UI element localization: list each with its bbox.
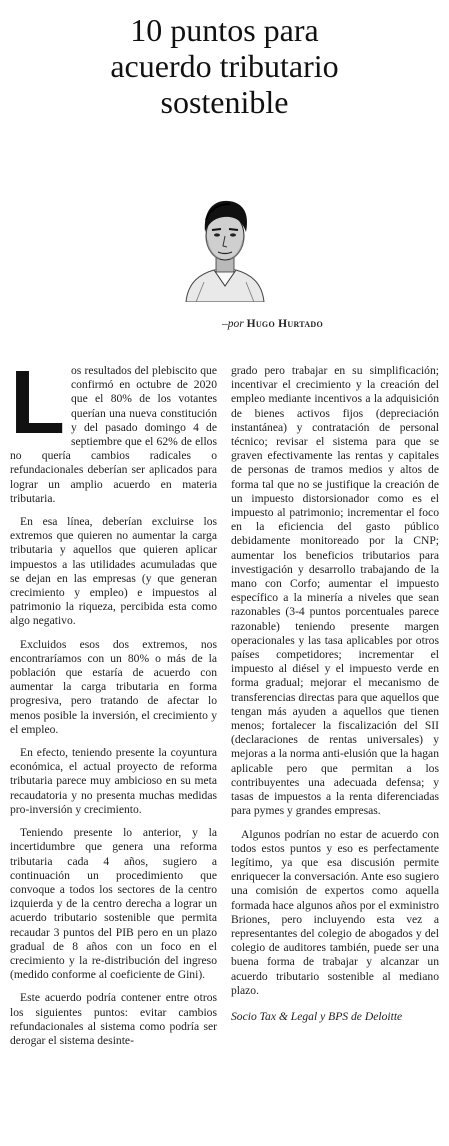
- paragraph-6-start: Este acuerdo podría contener entre otros los siguientes puntos: evitar cambios refundacionales al sistema como podría ser derogar el sistema desinte-: [10, 991, 217, 1047]
- byline-prefix: –por: [222, 318, 247, 330]
- paragraph-4: En efecto, teniendo presente la coyuntura económica, el actual proyecto de reforma tributaria parece muy ambicioso en su meta recaudatoria y no presenta muchas medidas pro-inversión y crecimiento.: [10, 746, 217, 816]
- author-signature: Socio Tax & Legal y BPS de Deloitte: [231, 1009, 403, 1023]
- headline-line-2: acuerdo tributario: [110, 48, 339, 84]
- article-byline: [0, 318, 323, 330]
- paragraph-1-text: os resultados del plebiscito que confirmó en octubre de 2020 que el 80% de los votantes querían una nueva constitución y del pasado domingo 4 de septiembre que el 62% de ellos no quería cambios radicales o refundacionales deberían ser aplicados para lograr un amplio acuerdo en materia tributaria.: [10, 364, 217, 505]
- headline-line-3: sostenible: [160, 84, 289, 120]
- article-headline: [0, 12, 449, 120]
- author-name: Hugo Hurtado: [246, 318, 323, 330]
- paragraph-3: Excluidos esos dos extremos, nos encontraríamos con un 80% o más de la población que estaría de acuerdo con aumentar la carga tributaria en forma progresiva, pero tratando de afectar lo menos posible la inversión, el crecimiento y el empleo.: [10, 637, 217, 736]
- article-column-left: [10, 353, 217, 1057]
- drop-cap: L: [10, 353, 65, 453]
- paragraph-6-continued: grado pero trabajar en su simplificación; incentivar el crecimiento y la creación del empleo mediante incentivos a la adquisición de bienes activos fijos (depreciación instantánea) y contratación de personal técnico; revisar el sistema para que se graven efectivamente las rentas y capitales de personas de tramos medios y altos de forma tal que no se justifique la creación de un impuesto distorsionador como es el impuesto al patrimonio; incrementar el foco en la eficiencia del gasto público debidamente monitoreado por la CNP; aumentar los beneficios tributarios para investigación y desarrollo trabajando de la mano con Corfo; aumentar el impuesto específico a la minería a niveles que sean razonables (3-4 puntos porcentuales parece razonable) teniendo presente margen operacionales y las tasa aplicables por otros países competidores; incrementar el impuesto al diésel y el impuesto verde en forma gradual; mejorar el mecanismo de transferencias directas para que aquellos que tengan más ayuden a aquellos que tienen menos; fortalecer la fiscalización del SII (declaraciones de rentas universales) y mejoras a la norma anti-elusión que la hagan aplicable pero que permitan a los contribuyentes una adecuada defensa; y tasas de impuestos a la renta diferenciadas para pymes y grandes empresas.: [231, 364, 439, 818]
- paragraph-5: Teniendo presente lo anterior, y la incertidumbre que genera una reforma tributaria cada 4 años, sugiero a continuación un procedimiento que convoque a todos los sectores de la centro izquierda y de la centro derecha a lograr un acuerdo tributario sostenible que permita recaudar 3 puntos del PIB pero en un plazo gradual de 8 años con un foco en el crecimiento y la re-distribución del ingreso (medido conforme al coeficiente de Gini).: [10, 826, 217, 982]
- paragraph-1: [10, 353, 217, 506]
- author-portrait-illustration: [184, 190, 266, 302]
- article-column-right: [231, 364, 439, 1033]
- headline-line-1: 10 puntos para: [130, 12, 319, 48]
- paragraph-2: En esa línea, deberían excluirse los extremos que quieren no aumentar la carga tributaria y aquellos que quieren aplicar impuestos a las utilidades acumuladas que se dejan en las empresas (y que generan crecimiento y empleo) e impuestos al patrimonio la riqueza, percibida esta como algo negativo.: [10, 515, 217, 628]
- paragraph-7: Algunos podrían no estar de acuerdo con todos estos puntos y eso es perfectamente legítimo, ya que esa discusión permite enriquecer la conversación. Ante eso sugiero una comisión de expertos como aquella formada hace algunos años por el exministro Briones, pero incluyendo esta vez a representantes del colegio de abogados y del colegio de auditores también, puede ser una buena forma de trabajar y alcanzar un acuerdo tributario sostenible al mediano plazo.: [231, 827, 439, 997]
